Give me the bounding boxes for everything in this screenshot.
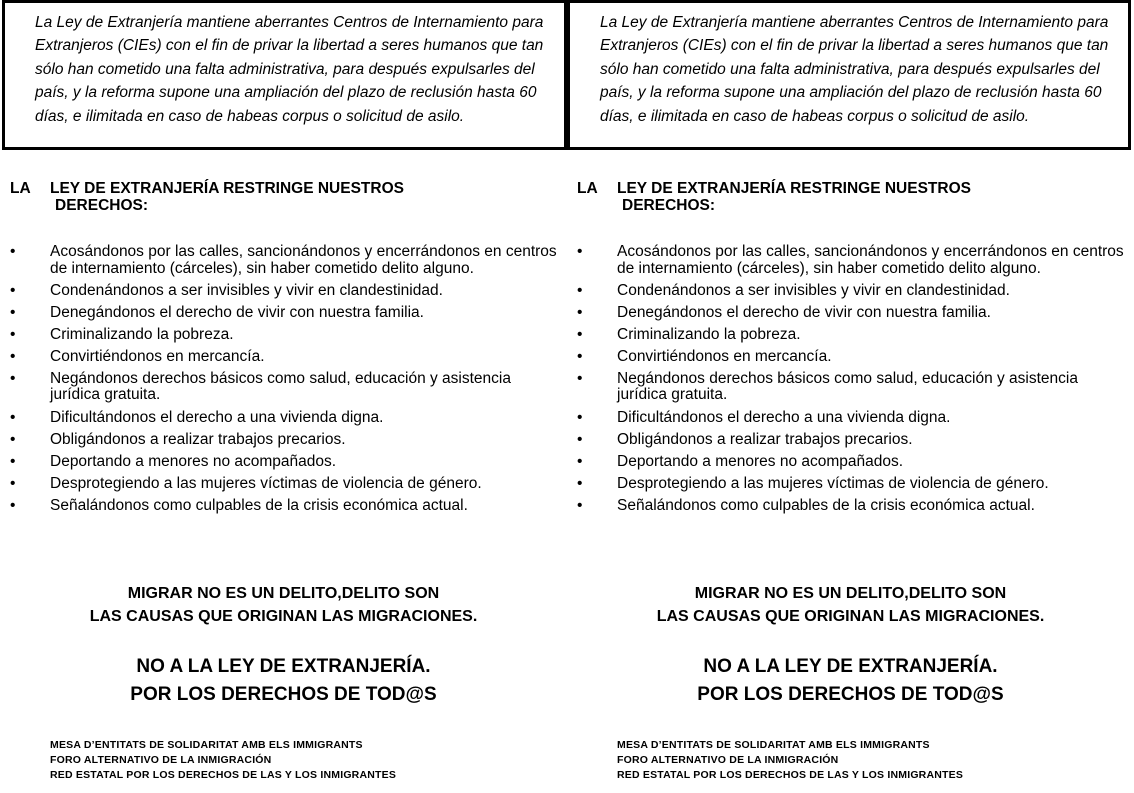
bullet: • [10,281,16,299]
list-item-text: Dificultándonos el derecho a una vivienda digna. [50,408,384,426]
slogan-line: NO A LA LEY DE EXTRANJERÍA. [703,656,998,677]
list-item-text: Criminalizando la pobreza. [50,325,234,343]
slogan-line: LAS CAUSAS QUE ORIGINAN LAS MIGRACIONES. [89,608,478,625]
list-item-text: Condenándonos a ser invisibles y vivir en clandestinidad. [617,281,1010,299]
slogan-line: POR LOS DERECHOS DE TOD@S [130,684,437,705]
list-item-text: Acosándonos por las calles, sancionándonos y encerrándonos en centros de internamiento (cárceles), sin haber cometido delito alguno. [50,243,557,277]
list-item-text: Desprotegiendo a las mujeres víctimas de violencia de género. [617,474,1049,492]
list-item-text: Deportando a menores no acompañados. [617,452,904,470]
list-item [577,410,1127,427]
list-item [577,349,1127,366]
list-item [10,476,560,493]
list-item-text: Obligándonos a realizar trabajos precarios. [50,430,346,448]
list-item-text: Obligándonos a realizar trabajos precarios. [617,430,913,448]
intro-box [2,0,567,150]
list-item-text: Negándonos derechos básicos como salud, educación y asistencia jurídica gratuita. [50,369,511,404]
bullet: • [577,452,583,470]
bullet: • [577,281,583,299]
list-item [10,283,560,300]
list-item [577,454,1127,471]
list-item-text: Señalándonos como culpables de la crisis económica actual. [50,496,468,514]
bullet: • [10,408,16,426]
list-item [10,432,560,449]
bullet: • [577,303,583,321]
list-item [10,410,560,427]
slogan-no-ley [567,653,1134,709]
bullet: • [10,303,16,321]
heading-line2: DERECHOS: [622,197,716,214]
heading-word-la: LA [10,180,31,197]
list-item [10,454,560,471]
list-item [10,327,560,344]
rights-list [10,244,560,520]
flyer-right [567,0,1134,793]
list-item [577,244,1127,277]
bullet: • [577,408,583,426]
slogan-no-ley [0,653,567,709]
heading-line2: DERECHOS: [55,197,149,214]
list-item [577,327,1127,344]
list-item-text: Convirtiéndonos en mercancía. [617,347,832,365]
rights-heading [10,180,550,214]
slogan-migrar [567,582,1134,628]
bullet: • [577,347,583,365]
list-item-text: Criminalizando la pobreza. [617,325,801,343]
list-item [577,371,1127,404]
org-name: RED ESTATAL POR LOS DERECHOS DE LAS Y LOS INMIGRANTES [617,769,964,781]
list-item-text: Dificultándonos el derecho a una vivienda digna. [617,408,951,426]
slogan-line: NO A LA LEY DE EXTRANJERÍA. [136,656,431,677]
bullet: • [10,347,16,365]
list-item-text: Negándonos derechos básicos como salud, educación y asistencia jurídica gratuita. [617,369,1078,404]
bullet: • [577,496,583,514]
slogan-line: POR LOS DERECHOS DE TOD@S [697,684,1004,705]
list-item [577,476,1127,493]
org-name: MESA D’ENTITATS DE SOLIDARITAT AMB ELS IMMIGRANTS [617,739,930,751]
bullet: • [577,430,583,448]
list-item [577,305,1127,322]
org-name: MESA D’ENTITATS DE SOLIDARITAT AMB ELS IMMIGRANTS [50,739,363,751]
organizations [50,738,396,783]
slogan-line: MIGRAR NO ES UN DELITO,DELITO SON [694,585,1007,602]
bullet: • [577,369,583,387]
intro-box [567,0,1131,150]
list-item-text: Condenándonos a ser invisibles y vivir en clandestinidad. [50,281,443,299]
bullet: • [577,243,583,260]
slogan-line: MIGRAR NO ES UN DELITO,DELITO SON [127,585,440,602]
org-name: FORO ALTERNATIVO DE LA INMIGRACIÓN [617,754,839,766]
list-item-text: Señalándonos como culpables de la crisis económica actual. [617,496,1035,514]
bullet: • [10,474,16,492]
bullet: • [10,325,16,343]
list-item-text: Denegándonos el derecho de vivir con nuestra familia. [50,303,424,321]
intro-text: La Ley de Extranjería mantiene aberrantes Centros de Internamiento para Extranjeros (CIEs) con el fin de privar la libertad a seres humanos que tan sólo han cometido una falta administrativa, para después expulsarles del país, y la reforma supone una ampliación del plazo de reclusión hasta 60 días, e ilimitada en caso de habeas corpus o solicitud de asilo. [600,14,1109,125]
bullet: • [577,474,583,492]
organizations [617,738,963,783]
list-item [10,305,560,322]
list-item [10,371,560,404]
slogan-migrar [0,582,567,628]
org-name: FORO ALTERNATIVO DE LA INMIGRACIÓN [50,754,272,766]
list-item [577,432,1127,449]
list-item-text: Desprotegiendo a las mujeres víctimas de violencia de género. [50,474,482,492]
bullet: • [10,452,16,470]
intro-text: La Ley de Extranjería mantiene aberrantes Centros de Internamiento para Extranjeros (CIEs) con el fin de privar la libertad a seres humanos que tan sólo han cometido una falta administrativa, para después expulsarles del país, y la reforma supone una ampliación del plazo de reclusión hasta 60 días, e ilimitada en caso de habeas corpus o solicitud de asilo. [35,14,544,125]
list-item-text: Denegándonos el derecho de vivir con nuestra familia. [617,303,991,321]
list-item [10,498,560,515]
list-item [10,244,560,277]
heading-word-la: LA [577,180,598,197]
list-item-text: Deportando a menores no acompañados. [50,452,337,470]
bullet: • [10,369,16,387]
bullet: • [10,243,16,260]
list-item [577,283,1127,300]
bullet: • [10,496,16,514]
heading-rest: LEY DE EXTRANJERÍA RESTRINGE NUESTROS [617,180,971,197]
list-item-text: Acosándonos por las calles, sancionándonos y encerrándonos en centros de internamiento (cárceles), sin haber cometido delito alguno. [617,243,1124,277]
list-item [10,349,560,366]
list-item-text: Convirtiéndonos en mercancía. [50,347,265,365]
slogan-line: LAS CAUSAS QUE ORIGINAN LAS MIGRACIONES. [656,608,1045,625]
heading-rest: LEY DE EXTRANJERÍA RESTRINGE NUESTROS [50,180,404,197]
list-item [577,498,1127,515]
bullet: • [577,325,583,343]
rights-list [577,244,1127,520]
bullet: • [10,430,16,448]
org-name: RED ESTATAL POR LOS DERECHOS DE LAS Y LOS INMIGRANTES [50,769,397,781]
rights-heading [577,180,1117,214]
